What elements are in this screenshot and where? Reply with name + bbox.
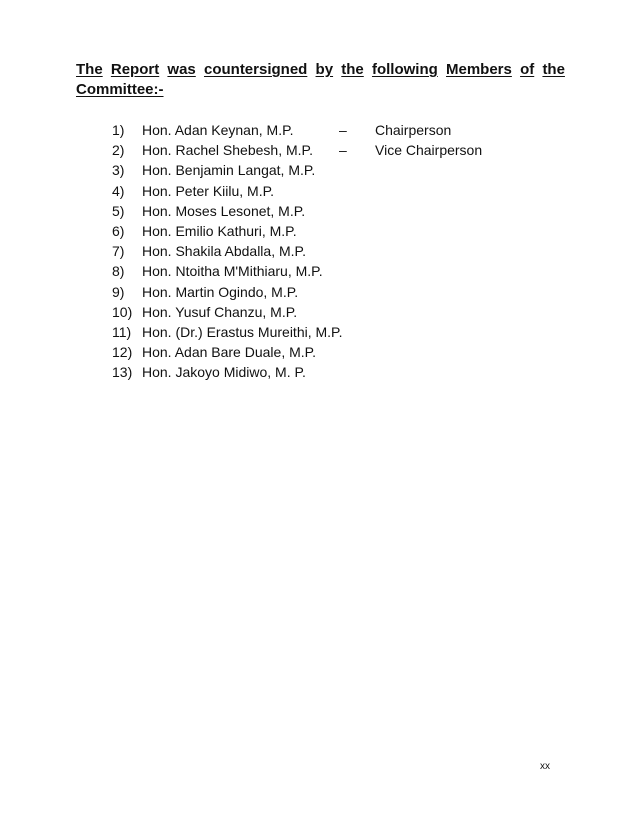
item-number: 3) <box>112 162 125 179</box>
list-item <box>0 241 638 261</box>
list-item <box>0 160 638 180</box>
item-number: 4) <box>112 182 125 199</box>
member-name: Hon. Benjamin Langat, M.P. <box>142 162 316 179</box>
item-number: 12) <box>112 344 133 361</box>
member-role: Chairperson <box>375 122 452 138</box>
list-item <box>0 342 638 362</box>
item-number: 1) <box>112 122 125 138</box>
member-name: Hon. Rachel Shebesh, M.P. <box>142 142 313 159</box>
heading-word: Report <box>110 61 160 78</box>
heading-word: of <box>520 61 535 78</box>
item-number: 7) <box>112 243 125 260</box>
member-name: Hon. Moses Lesonet, M.P. <box>142 202 306 219</box>
member-name: Hon. Ntoitha M'Mithiaru, M.P. <box>142 263 323 280</box>
item-number: 9) <box>112 283 125 300</box>
list-item <box>0 140 638 160</box>
member-name: Hon. (Dr.) Erastus Mureithi, M.P. <box>142 323 343 340</box>
member-name: Hon. Emilio Kathuri, M.P. <box>142 222 297 239</box>
list-item <box>0 282 638 302</box>
member-name: Hon. Martin Ogindo, M.P. <box>142 283 299 300</box>
list-item <box>0 181 638 201</box>
heading-word: countersigned <box>203 61 308 78</box>
heading-word: the <box>341 61 364 78</box>
item-number: 5) <box>112 202 125 219</box>
list-item <box>0 221 638 241</box>
heading-word: by <box>315 61 334 78</box>
page-number: xx <box>540 761 550 772</box>
item-number: 8) <box>112 263 125 280</box>
members-list <box>0 120 638 382</box>
list-item <box>0 261 638 281</box>
member-name: Hon. Adan Bare Duale, M.P. <box>142 344 317 361</box>
heading-word: was <box>167 61 196 78</box>
member-name: Hon. Yusuf Chanzu, M.P. <box>142 303 298 320</box>
member-role: Vice Chairperson <box>375 142 483 159</box>
member-name: Hon. Adan Keynan, M.P. <box>142 122 294 138</box>
heading-word: The <box>76 61 103 78</box>
member-name: Hon. Peter Kiilu, M.P. <box>142 182 275 199</box>
item-number: 10) <box>112 303 133 320</box>
role-dash: – <box>339 122 347 138</box>
heading-word: the <box>542 61 565 78</box>
item-number: 6) <box>112 222 125 239</box>
member-name: Hon. Shakila Abdalla, M.P. <box>142 243 306 260</box>
list-item <box>0 322 638 342</box>
item-number: 11) <box>112 323 132 340</box>
member-name: Hon. Jakoyo Midiwo, M. P. <box>142 364 306 381</box>
heading-line-1 <box>76 60 565 80</box>
list-item <box>0 362 638 382</box>
list-item <box>0 120 638 140</box>
list-item <box>0 302 638 322</box>
heading-word: following <box>371 61 438 78</box>
heading-line-2: Committee:- <box>76 81 164 98</box>
list-item <box>0 201 638 221</box>
role-dash: – <box>339 142 347 159</box>
heading-word: Members <box>446 61 512 78</box>
item-number: 13) <box>112 364 133 381</box>
item-number: 2) <box>112 142 125 159</box>
report-heading <box>76 60 565 100</box>
